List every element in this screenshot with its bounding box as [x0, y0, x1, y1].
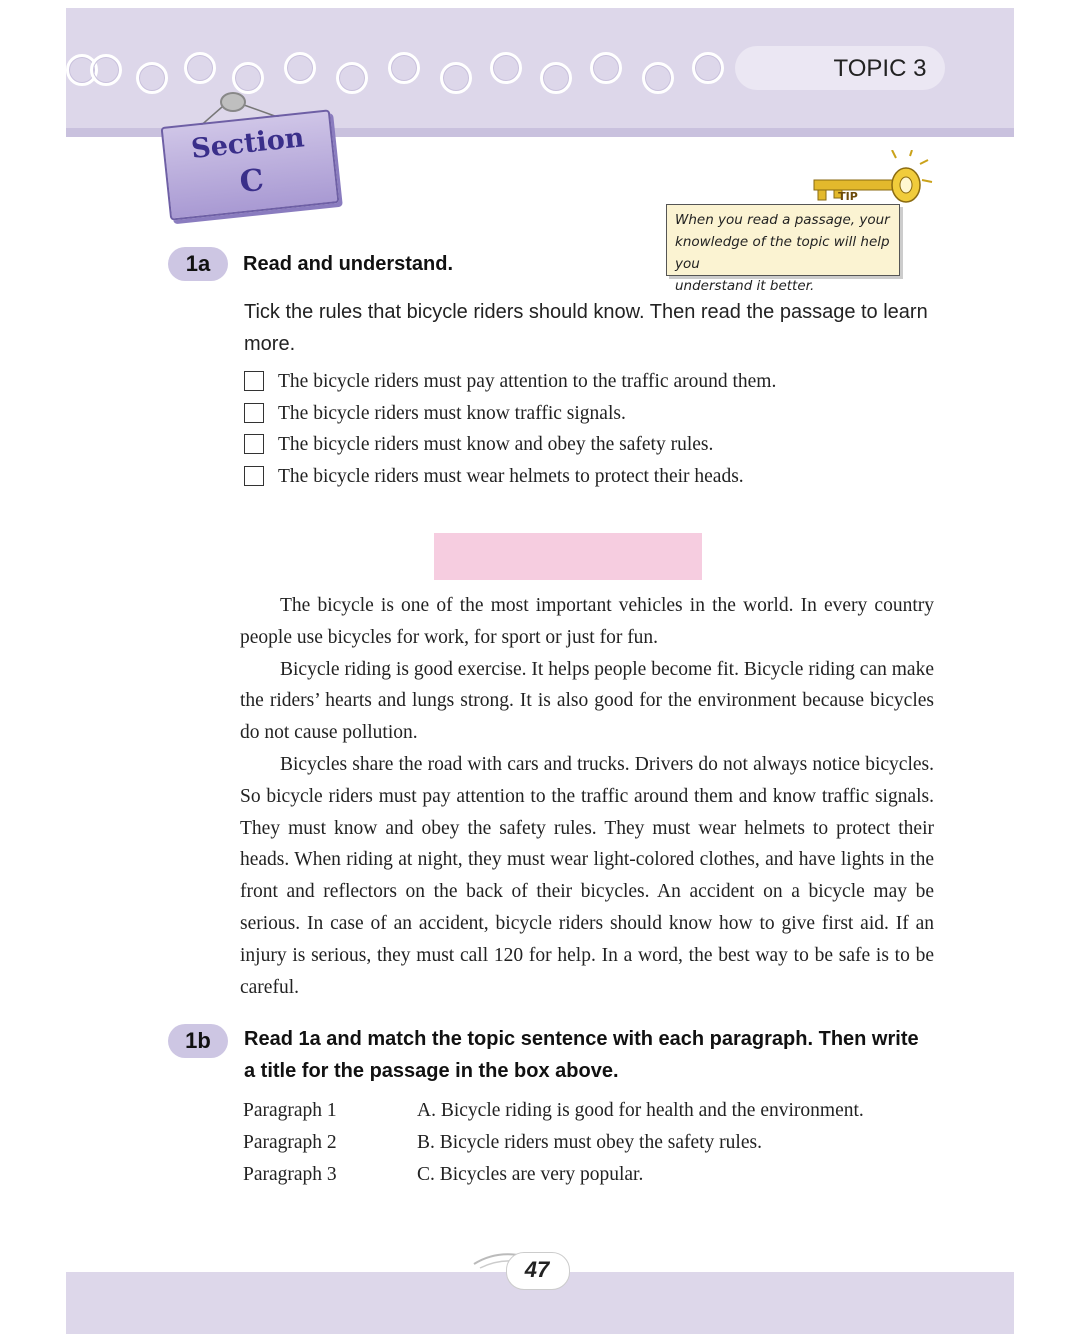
match-topic-sentence: C. Bicycles are very popular. — [417, 1164, 644, 1185]
activity-instructions: Tick the rules that bicycle riders should know. Then read the passage to learn more. — [244, 301, 928, 355]
match-row — [243, 1159, 943, 1191]
passage-paragraph: Bicycles share the road with cars and trucks. Drivers do not always notice bicycles. So bicycle riders must pay attention to the traffic around them and know traffic signals. They must know and obey the safety rules. They must wear helmets to protect their heads. When riding at night, they must wear light-colored clothes, and have lights in the front and reflectors on the back of their bicycles. An accident on a bicycle may be serious. In case of an accident, bicycle riders should know how to give first aid. If an injury is serious, they must call 120 for help. In a word, the best way to be safe is to be careful. — [240, 753, 934, 998]
rule-checkbox[interactable] — [244, 434, 264, 454]
ring-icon — [590, 52, 622, 84]
passage-paragraph: The bicycle is one of the most important vehicles in the world. In every country people use bicycles for work, for sport or just for fun. — [240, 595, 934, 648]
match-topic-sentence: B. Bicycle riders must obey the safety rules. — [417, 1132, 762, 1153]
passage — [240, 590, 934, 1003]
rule-text: The bicycle riders must know and obey the safety rules. — [278, 434, 714, 455]
activity-badge-1b: 1b — [168, 1024, 228, 1058]
match-topic-sentence: A. Bicycle riding is good for health and the environment. — [417, 1100, 864, 1121]
ring-icon — [284, 52, 316, 84]
ring-icon — [90, 54, 122, 86]
match-row — [243, 1127, 943, 1159]
match-paragraph-label: Paragraph 1 — [243, 1100, 337, 1121]
ring-icon — [490, 52, 522, 84]
nail-icon — [220, 92, 246, 112]
rule-item — [244, 431, 944, 459]
ring-icon — [642, 62, 674, 94]
tip-text — [675, 209, 895, 297]
section-sign — [161, 109, 340, 220]
topic-label: TOPIC 3 — [833, 55, 927, 82]
match-paragraph-label: Paragraph 2 — [243, 1132, 337, 1153]
rule-item — [244, 463, 944, 491]
rule-checkbox[interactable] — [244, 466, 264, 486]
ring-icon — [136, 62, 168, 94]
tip-label: TIP — [838, 190, 858, 203]
rule-item — [244, 400, 944, 428]
tip-box — [666, 204, 900, 294]
rule-item — [244, 368, 944, 396]
ring-decoration — [66, 50, 746, 94]
page-number: 47 — [524, 1257, 550, 1282]
rule-text: The bicycle riders must know traffic signals. — [278, 403, 626, 424]
match-row — [243, 1095, 943, 1127]
ring-icon — [692, 52, 724, 84]
rule-text: The bicycle riders must pay attention to the traffic around them. — [278, 371, 777, 392]
ring-icon — [540, 62, 572, 94]
match-paragraph-label: Paragraph 3 — [243, 1164, 337, 1185]
activity-title-1a: Read and understand. — [243, 253, 454, 275]
activity-title-1b-line2: a title for the passage in the box above. — [244, 1060, 619, 1082]
section-word: Section — [189, 122, 306, 165]
passage-title-box[interactable] — [434, 533, 702, 580]
activity-title-1b-line1: Read 1a and match the topic sentence with each paragraph. Then write — [244, 1028, 919, 1050]
tip-line: understand it better. — [675, 278, 815, 294]
rule-text: The bicycle riders must wear helmets to protect their heads. — [278, 466, 744, 487]
activity-badge-1a: 1a — [168, 247, 228, 281]
ring-icon — [336, 62, 368, 94]
ring-icon — [232, 62, 264, 94]
tip-line: knowledge of the topic will help you — [675, 234, 890, 272]
rule-checkbox[interactable] — [244, 403, 264, 423]
rule-checkbox[interactable] — [244, 371, 264, 391]
tip-line: When you read a passage, your — [675, 212, 890, 228]
section-letter: C — [238, 162, 266, 201]
ring-icon — [184, 52, 216, 84]
ring-icon — [440, 62, 472, 94]
ring-icon — [388, 52, 420, 84]
passage-paragraph: Bicycle riding is good exercise. It helps people become fit. Bicycle riding can make the riders’ hearts and lungs strong. It is also good for the environment because bicycles do not cause pollution. — [240, 658, 934, 744]
